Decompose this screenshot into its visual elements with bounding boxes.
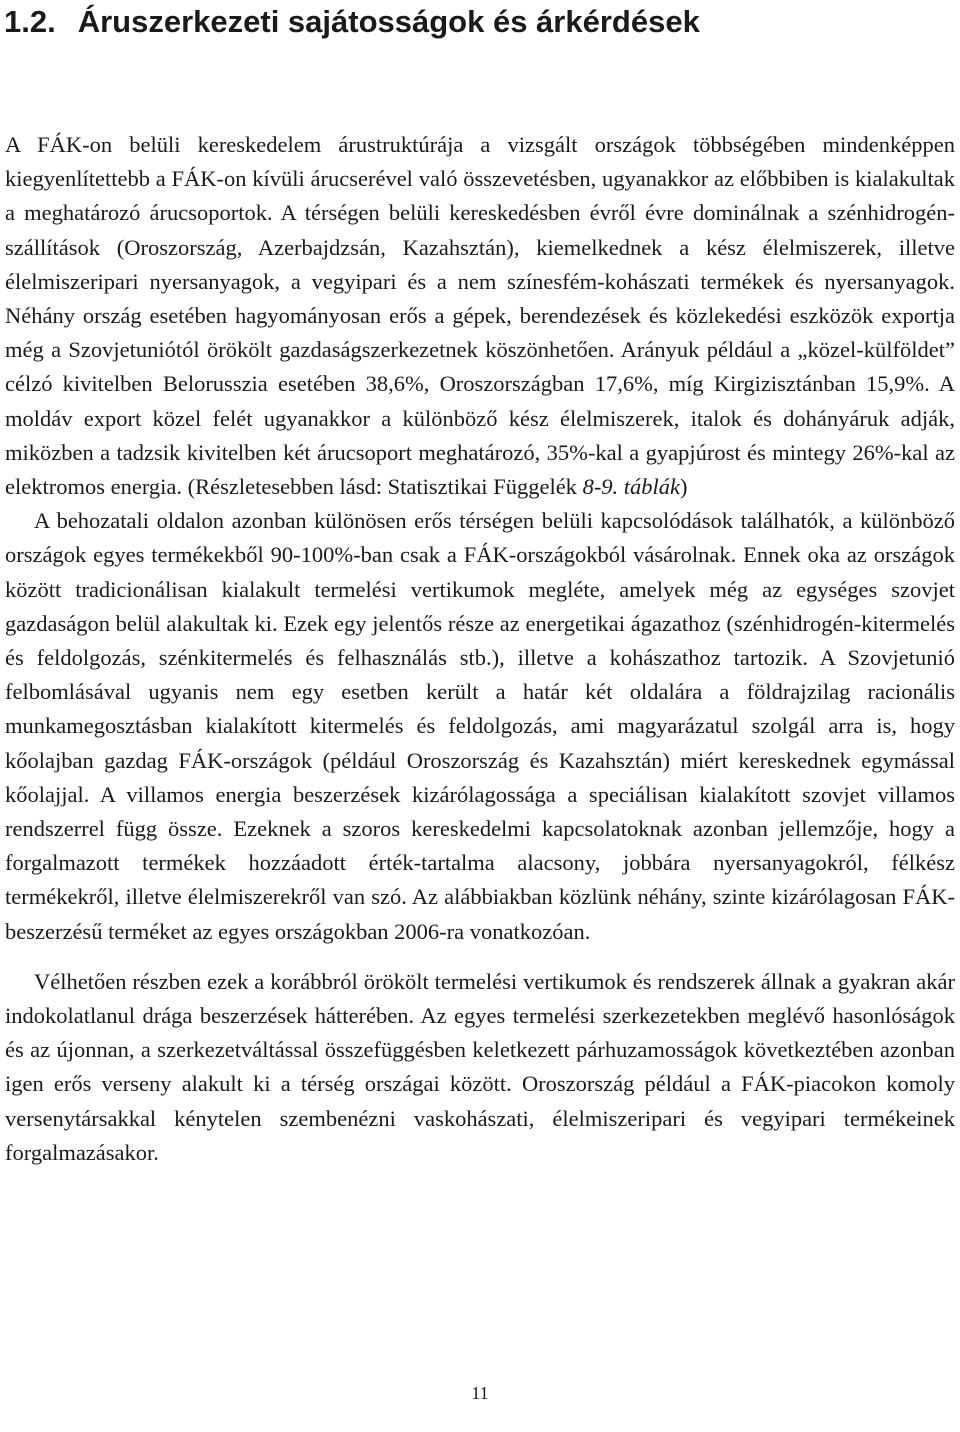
section-number: 1.2. (4, 4, 56, 39)
section-heading (4, 4, 700, 40)
body-text (5, 128, 955, 1170)
page-number: 11 (471, 1383, 489, 1403)
paragraph-2: A behozatali oldalon azonban különösen erős térségen belüli kapcsolódások találhatók, a különböző országok egyes termékekből 90-100%-ban csak a FÁK-országokból vásárolnak. Ennek oka az országok között tradicionálisan kialakult termelési vertikumok megléte, amelyek még az egységes szovjet gazdaságon belül alakultak ki. Ezek egy jelentős része az energetikai ágazathoz (szénhidrogén-kitermelés és feldolgozás, szénkitermelés és felhasználás stb.), illetve a kohászathoz tartozik. A Szovjetunió felbomlásával ugyanis nem egy esetben került a határ két oldalára a földrajzilag racionális munkamegosztásban kialakított kitermelés és feldolgozás, ami magyarázatul szolgál arra is, hogy kőolajban gazdag FÁK-országok (például Oroszország és Kazahsztán) miért kereskednek egymással kőolajjal. A villamos energia beszerzések kizárólagossága a speciálisan kialakított szovjet villamos rendszerrel függ össze. Ezeknek a szoros kereskedelmi kapcsolatoknak azonban jellemzője, hogy a forgalmazott termékek hozzáadott érték-tartalma alacsony, jobbára nyersanyagokról, félkész termékekről, illetve élelmiszerekről van szó. Az alábbiakban közlünk néhány, szinte kizárólagosan FÁK-beszerzésű terméket az egyes országokban 2006-ra vonatkozóan. (5, 508, 955, 944)
paragraph-1 (5, 128, 955, 504)
paragraph-1-text: A FÁK-on belüli kereskedelem árustruktúrája a vizsgált országok többségében mindenképpen kiegyenlítettebb a FÁK-on kívüli árucserével való összevetésben, ugyanakkor az előbbiben is kialakultak a meghatározó árucsoportok. A térségen belüli kereskedésben évről évre dominálnak a szénhidrogén-szállítások (Oroszország, Azerbajdzsán, Kazahsztán), kiemelkednek a kész élelmiszerek, illetve élelmiszeripari nyersanyagok, a vegyipari és a nem színesfém-kohászati termékek és nyersanyagok. Néhány ország esetében hagyományosan erős a gépek, berendezések és közlekedési eszközök exportja még a Szovjetuniótól örökölt gazdaságszerkezetnek köszönhetően. Arányuk például a „közel-külföldet” célzó kivitelben Belorusszia esetében 38,6%, Oroszországban 17,6%, míg Kirgizisztánban 15,9%. A moldáv export közel felét ugyanakkor a különböző kész élelmiszerek, italok és dohányáruk adják, miközben a tadzsik kivitelben két árucsoport meghatározó, 35%-kal a gyapjúrost és mintegy 26%-kal az elektromos energia. (Részletesebben lásd: Statisztikai Függelék (5, 132, 955, 500)
appendix-table-reference: 8-9. táblák (582, 474, 681, 500)
paragraph-1-closing: ) (680, 474, 688, 500)
paragraph-3: Vélhetően részben ezek a korábbról örökölt termelési vertikumok és rendszerek állnak a gyakran akár indokolatlanul drága beszerzések hátterében. Az egyes termelési szerkezetekben meglévő hasonlóságok és az újonnan, a szerkezetváltással összefüggésben keletkezett párhuzamosságok következtében azonban igen erős verseny alakult ki a térség országai között. Oroszország például a FÁK-piacokon komoly versenytársakkal kénytelen szembenézni vaskohászati, élelmiszeripari és vegyipari termékeinek forgalmazásakor. (5, 968, 955, 1165)
section-title: Áruszerkezeti sajátosságok és árkérdések (77, 4, 700, 39)
